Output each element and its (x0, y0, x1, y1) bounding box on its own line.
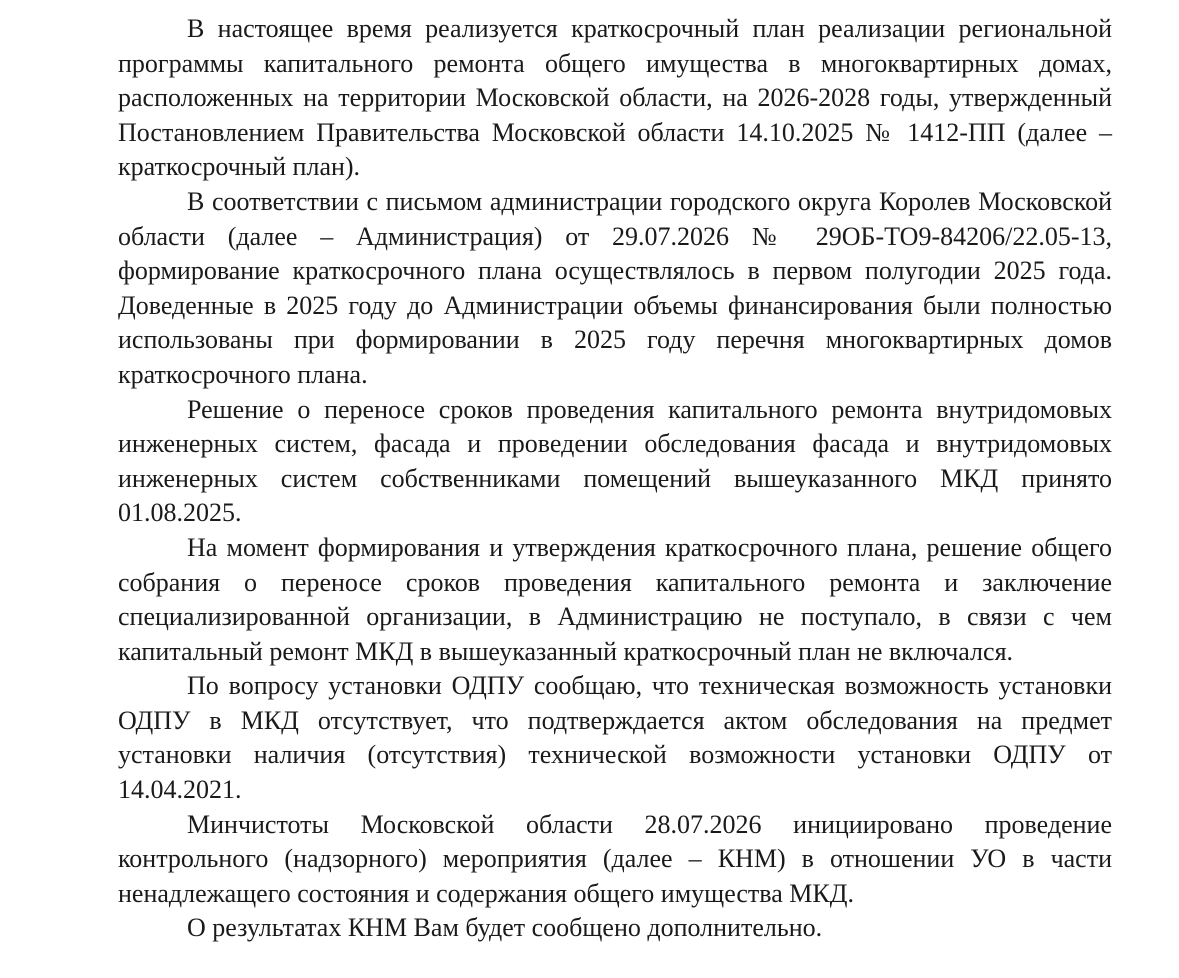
paragraph-administration-letter: В соответствии с письмом администрации городского округа Королев Московской области (далее – Администрация) от 29.07.2026 № 29ОБ-ТО9-84206/22.05-13, формирование краткосрочного плана осуществлялось в первом полугодии 2025 года. Доведенные в 2025 году до Администрации объемы финансирования были полностью использованы при формировании в 2025 году перечня многоквартирных домов краткосрочного плана. (118, 186, 1112, 389)
paragraph-capital-repair-plan: В настоящее время реализуется краткосрочный план реализации региональной программы капитального ремонта общего имущества в многоквартирных домах, расположенных на территории Московской области, на 2026-2028 годы, утвержденный Постановлением Правительства Московской области 14.10.2025 № 1412-ПП (далее – краткосрочный план). (118, 14, 1112, 182)
paragraph-inspection-initiated: Минчистоты Московской области 28.07.2026 инициировано проведение контрольного (надзорного) мероприятия (далее – КНМ) в отношении УО в части ненадлежащего состояния и содержания общего имущества МКД. (118, 809, 1112, 908)
document-body (118, 12, 1112, 946)
paragraph-odpu-installation: По вопросу установки ОДПУ сообщаю, что техническая возможность установки ОДПУ в МКД отсутствует, что подтверждается актом обследования на предмет установки наличия (отсутствия) технической возможности установки ОДПУ от 14.04.2021. (118, 671, 1112, 805)
paragraph-results-notice: О результатах КНМ Вам будет сообщено дополнительно. (187, 913, 823, 943)
paragraph-postponement-decision: Решение о переносе сроков проведения капитального ремонта внутридомовых инженерных систем, фасада и проведении обследования фасада и внутридомовых инженерных систем собственниками помещений вышеуказанного МКД принято 01.08.2025. (118, 394, 1112, 528)
paragraph-plan-exclusion: На момент формирования и утверждения краткосрочного плана, решение общего собрания о переносе сроков проведения капитального ремонта и заключение специализированной организации, в Администрацию не поступало, в связи с чем капитальный ремонт МКД в вышеуказанный краткосрочный план не включался. (118, 532, 1112, 666)
